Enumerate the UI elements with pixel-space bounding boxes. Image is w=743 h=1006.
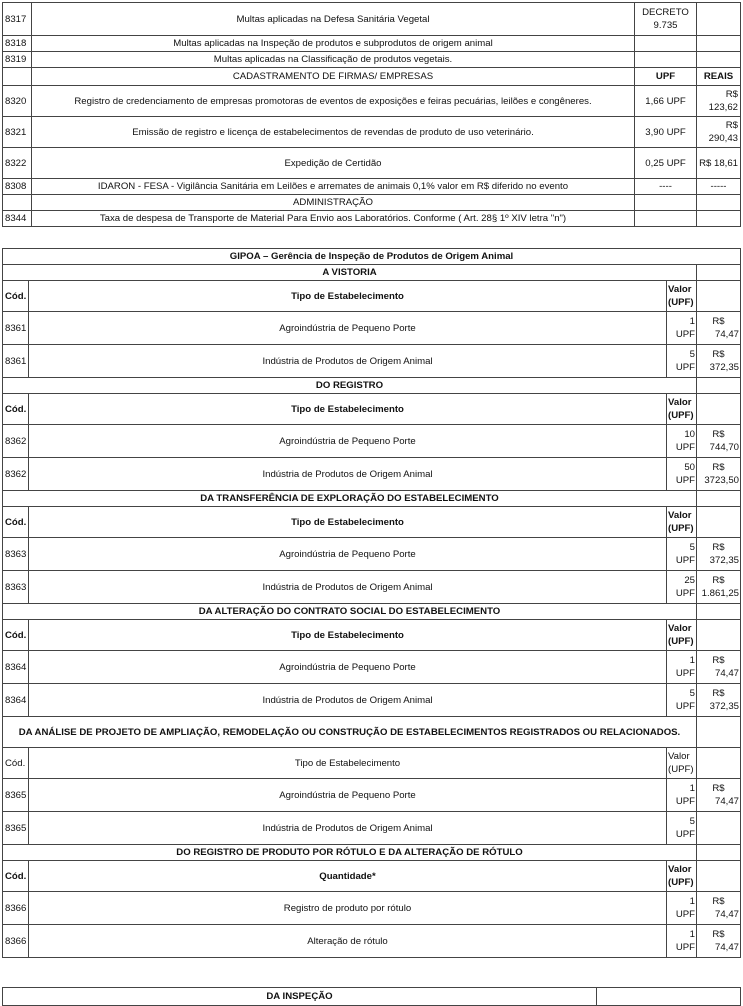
row-upf (667, 345, 697, 378)
row-upf (635, 211, 697, 227)
header-type: Tipo de Estabelecimento (29, 507, 667, 538)
row-code: 8363 (3, 538, 29, 571)
row-type: Agroindústria de Pequeno Porte (29, 779, 667, 812)
table-row (3, 36, 741, 52)
row-code: 8361 (3, 312, 29, 345)
upf-value: 10 (684, 429, 695, 440)
header-valor-unit: (UPF) (668, 877, 694, 888)
row-upf (667, 538, 697, 571)
row-reais (697, 925, 741, 958)
reais-value: 1.861,25 (701, 588, 740, 599)
upf-value: 1 (689, 655, 695, 666)
upf-value: 1 (689, 316, 695, 327)
row-upf (667, 458, 697, 491)
row-desc: Emissão de registro e licença de estabelecimentos de revendas de produto de uso veterinário. (32, 117, 635, 148)
row-type: Agroindústria de Pequeno Porte (29, 312, 667, 345)
reais-currency: R$ (712, 429, 725, 440)
table-row (3, 345, 741, 378)
gipoa-title: GIPOA – Gerência de Inspeção de Produtos de Origem Animal (3, 249, 741, 265)
column-header-row (3, 281, 741, 312)
row-upf: 3,90 UPF (635, 117, 697, 148)
row-type: Indústria de Produtos de Origem Animal (29, 571, 667, 604)
row-type: Agroindústria de Pequeno Porte (29, 425, 667, 458)
header-code: Cód. (3, 507, 29, 538)
header-code: Cód. (3, 394, 29, 425)
section-title-row (3, 845, 741, 861)
row-reais (697, 52, 741, 68)
section-header-cadastramento (3, 68, 741, 86)
row-code: 8362 (3, 425, 29, 458)
row-upf (667, 812, 697, 845)
upf-unit: UPF (675, 796, 695, 807)
upf-unit: UPF (675, 442, 695, 453)
gipoa-table (2, 248, 741, 958)
header-valor-unit: (UPF) (668, 297, 694, 308)
reais-value: 372,35 (709, 701, 740, 712)
header-valor (667, 620, 697, 651)
row-desc: Multas aplicadas na Classificação de produtos vegetais. (32, 52, 635, 68)
section-header-administracao (3, 195, 741, 211)
row-code: 8363 (3, 571, 29, 604)
section-title: DA ANÁLISE DE PROJETO DE AMPLIAÇÃO, REMODELAÇÃO OU CONSTRUÇÃO DE ESTABELECIMENTOS REGISTRADOS OU RELACIONADOS. (3, 717, 697, 748)
row-code: 8364 (3, 684, 29, 717)
inspecao-table (2, 987, 741, 1006)
header-type: Tipo de Estabelecimento (29, 281, 667, 312)
reais-currency: R$ (712, 542, 725, 553)
reais-value: 372,35 (709, 555, 740, 566)
row-reais (697, 211, 741, 227)
header-type: Tipo de Estabelecimento (29, 748, 667, 779)
reais-currency: R$ (712, 316, 725, 327)
header-valor-unit: (UPF) (668, 764, 694, 775)
row-upf (667, 651, 697, 684)
table-row (3, 312, 741, 345)
row-reais (697, 571, 741, 604)
table-row (3, 892, 741, 925)
header-valor-label: Valor (668, 284, 692, 295)
row-code: 8365 (3, 779, 29, 812)
row-code: 8366 (3, 892, 29, 925)
reais-value: 372,35 (709, 362, 740, 373)
upf-unit: UPF (675, 668, 695, 679)
row-type: Indústria de Produtos de Origem Animal (29, 684, 667, 717)
row-reais: R$ 290,43 (697, 117, 741, 148)
table-row (3, 458, 741, 491)
header-valor-unit: (UPF) (668, 410, 694, 421)
header-type: Tipo de Estabelecimento (29, 394, 667, 425)
upf-unit: UPF (675, 942, 695, 953)
section-title: DA ALTERAÇÃO DO CONTRATO SOCIAL DO ESTABELECIMENTO (3, 604, 697, 620)
table-row (3, 684, 741, 717)
row-type: Alteração de rótulo (29, 925, 667, 958)
header-valor (667, 507, 697, 538)
table-row (3, 179, 741, 195)
header-valor-label: Valor (668, 397, 692, 408)
header-code: Cód. (3, 861, 29, 892)
upf-unit: UPF (675, 909, 695, 920)
reais-currency: R$ (712, 655, 725, 666)
row-code: 8365 (3, 812, 29, 845)
row-upf: ---- (635, 179, 697, 195)
upf-unit: UPF (675, 588, 695, 599)
row-code: 8308 (3, 179, 32, 195)
upf-unit: UPF (675, 362, 695, 373)
column-header-row (3, 620, 741, 651)
row-upf (635, 36, 697, 52)
reais-currency: R$ (712, 349, 725, 360)
row-reais: R$ 123,62 (697, 86, 741, 117)
row-reais (697, 345, 741, 378)
column-header-row (3, 748, 741, 779)
table-row (3, 211, 741, 227)
table-row (3, 779, 741, 812)
row-upf (667, 571, 697, 604)
upf-value: 50 (684, 462, 695, 473)
table-row (3, 651, 741, 684)
section-title-row (3, 491, 741, 507)
row-reais (697, 812, 741, 845)
upf-unit: UPF (675, 475, 695, 486)
reais-value: 74,47 (715, 796, 740, 807)
row-reais (697, 538, 741, 571)
row-upf (667, 779, 697, 812)
row-type: Indústria de Produtos de Origem Animal (29, 345, 667, 378)
header-valor-unit: (UPF) (668, 523, 694, 534)
row-code: 8364 (3, 651, 29, 684)
row-code: 8361 (3, 345, 29, 378)
row-reais (697, 425, 741, 458)
upf-value: 5 (689, 816, 695, 827)
header-code: Cód. (3, 748, 29, 779)
reais-header: REAIS (697, 68, 741, 86)
upf-unit: UPF (675, 329, 695, 340)
header-type: Tipo de Estabelecimento (29, 620, 667, 651)
gipoa-title-row (3, 249, 741, 265)
upf-value: 5 (689, 349, 695, 360)
reais-value: 74,47 (715, 942, 740, 953)
row-code: 8366 (3, 925, 29, 958)
reais-value: 74,47 (715, 668, 740, 679)
row-upf (667, 925, 697, 958)
row-code: 8322 (3, 148, 32, 179)
row-upf (635, 52, 697, 68)
row-reais: ----- (697, 179, 741, 195)
row-upf: DECRETO 9.735 (635, 3, 697, 36)
row-reais (697, 892, 741, 925)
upf-value: 1 (689, 783, 695, 794)
row-desc: Multas aplicadas na Inspeção de produtos e subprodutos de origem animal (32, 36, 635, 52)
section-title: A VISTORIA (3, 265, 697, 281)
header-code: Cód. (3, 620, 29, 651)
table-row (3, 148, 741, 179)
row-code: 8318 (3, 36, 32, 52)
row-reais: R$ 18,61 (697, 148, 741, 179)
upf-unit: UPF (675, 829, 695, 840)
column-header-row (3, 861, 741, 892)
row-code: 8317 (3, 3, 32, 36)
row-desc: Registro de credenciamento de empresas promotoras de eventos de exposições e feiras pecuárias, leilões e congêneres. (32, 86, 635, 117)
row-upf (667, 312, 697, 345)
header-valor (667, 861, 697, 892)
row-reais (697, 36, 741, 52)
row-reais (697, 651, 741, 684)
row-type: Indústria de Produtos de Origem Animal (29, 458, 667, 491)
reais-value: 744,70 (709, 442, 740, 453)
upf-value: 1 (689, 929, 695, 940)
upf-unit: UPF (675, 555, 695, 566)
table-row (3, 86, 741, 117)
header-type: Quantidade* (29, 861, 667, 892)
row-upf (667, 684, 697, 717)
row-upf (667, 892, 697, 925)
row-type: Agroindústria de Pequeno Porte (29, 538, 667, 571)
table-row (3, 812, 741, 845)
section-title: DO REGISTRO DE PRODUTO POR RÓTULO E DA ALTERAÇÃO DE RÓTULO (3, 845, 697, 861)
fees-table-top (2, 2, 741, 227)
row-upf (667, 425, 697, 458)
row-desc: Taxa de despesa de Transporte de Material Para Envio aos Laboratórios. Conforme ( Art. 28§ 1º XIV letra "n") (32, 211, 635, 227)
header-code: Cód. (3, 281, 29, 312)
row-reais (697, 458, 741, 491)
upf-header: UPF (635, 68, 697, 86)
row-desc: IDARON - FESA - Vigilância Sanitária em Leilões e arremates de animais 0,1% valor em R$ diferido no evento (32, 179, 635, 195)
header-valor-label: Valor (668, 623, 692, 634)
section-title-row (3, 265, 741, 281)
section-title: CADASTRAMENTO DE FIRMAS/ EMPRESAS (32, 68, 635, 86)
reais-value: 3723,50 (704, 475, 740, 486)
header-valor (667, 281, 697, 312)
header-valor-label: Valor (668, 864, 692, 875)
section-title-row (3, 604, 741, 620)
header-valor (667, 748, 697, 779)
table-row (3, 52, 741, 68)
row-reais (697, 312, 741, 345)
inspecao-title: DA INSPEÇÃO (3, 988, 597, 1006)
row-desc: Expedição de Certidão (32, 148, 635, 179)
upf-value: 5 (689, 542, 695, 553)
column-header-row (3, 394, 741, 425)
reais-currency: R$ (712, 688, 725, 699)
table-row (3, 571, 741, 604)
row-type: Indústria de Produtos de Origem Animal (29, 812, 667, 845)
table-row (3, 538, 741, 571)
reais-currency: R$ (712, 929, 725, 940)
header-valor-label: Valor (668, 510, 692, 521)
reais-currency: R$ (712, 783, 725, 794)
header-valor (667, 394, 697, 425)
header-valor-label: Valor (668, 751, 690, 762)
header-valor-unit: (UPF) (668, 636, 694, 647)
table-row (3, 3, 741, 36)
reais-value: 74,47 (715, 909, 740, 920)
reais-currency: R$ (712, 575, 725, 586)
row-type: Registro de produto por rótulo (29, 892, 667, 925)
row-upf: 1,66 UPF (635, 86, 697, 117)
table-row (3, 425, 741, 458)
upf-value: 1 (689, 896, 695, 907)
section-title-row (3, 717, 741, 748)
row-reais (697, 684, 741, 717)
row-type: Agroindústria de Pequeno Porte (29, 651, 667, 684)
row-code: 8319 (3, 52, 32, 68)
section-title: DA TRANSFERÊNCIA DE EXPLORAÇÃO DO ESTABELECIMENTO (3, 491, 697, 507)
section-title-row (3, 378, 741, 394)
row-reais (697, 3, 741, 36)
reais-value: 74,47 (715, 329, 740, 340)
upf-value: 5 (689, 688, 695, 699)
upf-value: 25 (684, 575, 695, 586)
row-upf: 0,25 UPF (635, 148, 697, 179)
reais-currency: R$ (712, 462, 725, 473)
column-header-row (3, 507, 741, 538)
upf-unit: UPF (675, 701, 695, 712)
table-row (3, 117, 741, 148)
row-code: 8344 (3, 211, 32, 227)
row-code: 8321 (3, 117, 32, 148)
inspecao-title-row (3, 988, 741, 1006)
section-title: ADMINISTRAÇÃO (32, 195, 635, 211)
reais-currency: R$ (712, 896, 725, 907)
row-reais (697, 779, 741, 812)
row-code: 8320 (3, 86, 32, 117)
row-desc: Multas aplicadas na Defesa Sanitária Vegetal (32, 3, 635, 36)
row-code: 8362 (3, 458, 29, 491)
table-row (3, 925, 741, 958)
section-title: DO REGISTRO (3, 378, 697, 394)
